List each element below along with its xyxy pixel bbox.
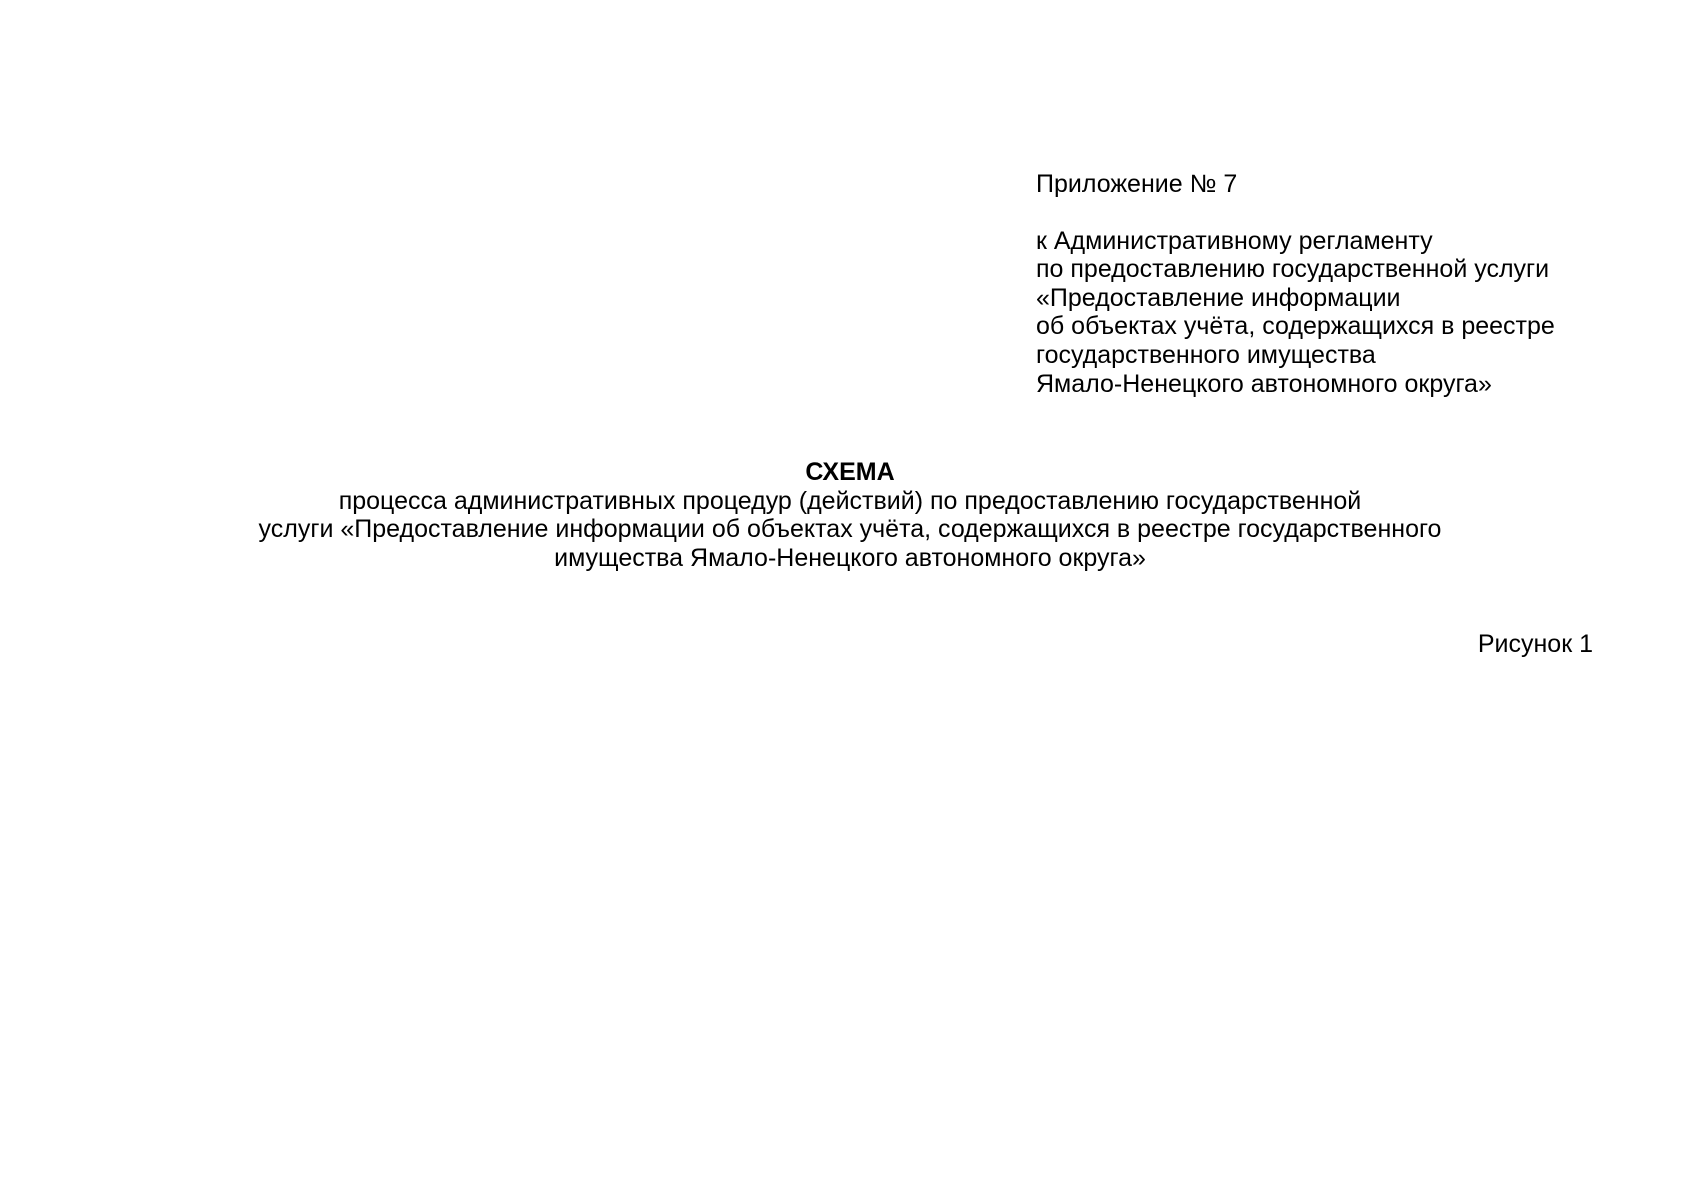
appendix-number: Приложение № 7 xyxy=(1036,170,1238,198)
schema-heading: СХЕМА xyxy=(805,458,895,486)
schema-title-line: услуги «Предоставление информации об объектах учёта, содержащихся в реестре государственного xyxy=(258,515,1442,544)
appendix-line: по предоставлению государственной услуги xyxy=(1036,255,1550,284)
appendix-block xyxy=(1036,170,1656,398)
appendix-line: «Предоставление информации xyxy=(1036,283,1401,312)
schema-title-line: имущества Ямало-Ненецкого автономного округа» xyxy=(554,543,1146,572)
appendix-line: Ямало-Ненецкого автономного округа» xyxy=(1036,369,1492,398)
schema-title-line: процесса административных процедур (действий) по предоставлению государственной xyxy=(338,486,1362,515)
appendix-line: к Административному регламенту xyxy=(1036,226,1433,255)
schema-title-block xyxy=(100,458,1600,572)
figure-label: Рисунок 1 xyxy=(1477,630,1593,658)
appendix-line: государственного имущества xyxy=(1036,340,1376,369)
appendix-line: об объектах учёта, содержащихся в реестре xyxy=(1036,312,1555,341)
